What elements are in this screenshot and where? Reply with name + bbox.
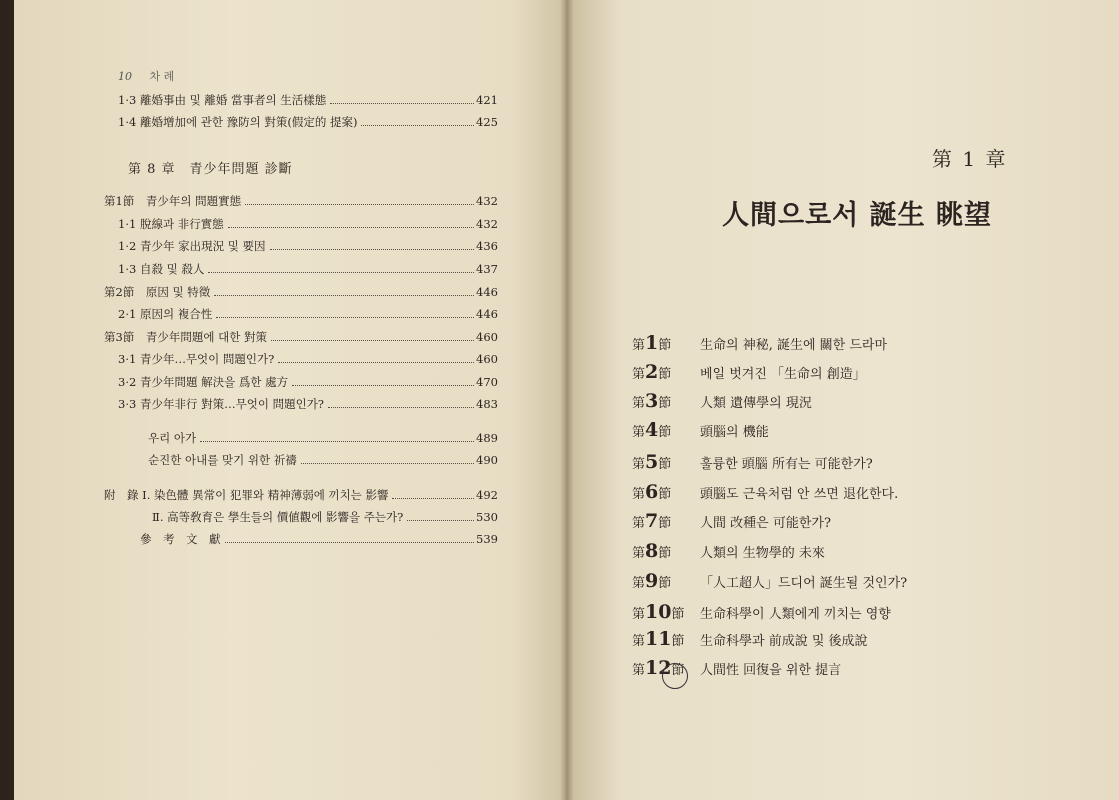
section-entry: 第3節 人類 遺傳學의 現況 (632, 390, 812, 412)
section-entry: 第5節 훌륭한 頭腦 所有는 可能한가? (632, 451, 873, 473)
section-entry: 第8節 人類의 生物學的 未來 (632, 540, 825, 562)
section-entry: 第4節 頭腦의 機能 (632, 419, 769, 441)
running-head (118, 68, 174, 84)
toc-entry: 1·3 離婚事由 및 離婚 當事者의 生活樣態 421 (118, 93, 498, 107)
toc-entry: 第2節 原因 및 特徵 446 (104, 285, 498, 299)
toc-entry: 附 錄 Ⅰ. 染色體 異常이 犯罪와 精神薄弱에 끼치는 影響 492 (104, 488, 498, 502)
toc-entry: 우리 아가 489 (148, 431, 498, 445)
toc-entry: 參 考 文 獻 539 (140, 532, 498, 546)
running-head-title: 차 례 (149, 70, 175, 83)
chapter-heading: 第 8 章 青少年問題 診斷 (128, 162, 293, 177)
section-entry: 第2節 베일 벗겨진 「生命의 創造」 (632, 361, 866, 383)
toc-entry: 第1節 青少年의 問題實態 432 (104, 194, 498, 208)
section-entry: 第1節 生命의 神秘, 誕生에 關한 드라마 (632, 332, 888, 354)
toc-entry: 1·3 自殺 및 殺人 437 (118, 262, 498, 276)
page-number: 10 (118, 70, 132, 83)
toc-entry: 순진한 아내를 맞기 위한 祈禱 490 (148, 453, 498, 467)
chapter-number: 第 1 章 (932, 147, 1008, 171)
toc-entry: 3·3 青少年非行 對策…무엇이 問題인가? 483 (118, 397, 498, 411)
section-entry: 第7節 人間 改種은 可能한가? (632, 510, 831, 532)
toc-entry: 1·1 脫線과 非行實態 432 (118, 217, 498, 231)
section-entry: 第11節 生命科學과 前成說 및 後成說 (632, 628, 868, 650)
toc-entry: 第3節 青少年問題에 대한 對策 460 (104, 330, 498, 344)
section-entry: 第12節 人間性 回復을 위한 提言 (632, 657, 842, 679)
book-spine (560, 0, 574, 800)
pencil-circle-mark (662, 663, 688, 689)
toc-entry: 2·1 原因의 複合性 446 (118, 307, 498, 321)
toc-entry: 3·1 青少年…무엇이 問題인가? 460 (118, 352, 498, 366)
chapter-title: 人間으로서 誕生 眺望 (722, 200, 993, 231)
toc-entry: 3·2 青少年問題 解決을 爲한 處方 470 (118, 375, 498, 389)
book-edge (0, 0, 14, 800)
toc-entry: 1·4 離婚增加에 관한 豫防의 對策(假定的 提案) 425 (118, 115, 498, 129)
toc-entry: Ⅱ. 高等敎育은 學生들의 價値觀에 影響을 주는가? 530 (152, 510, 498, 524)
section-entry: 第9節 「人工超人」드디어 誕生될 것인가? (632, 570, 908, 592)
section-entry: 第6節 頭腦도 근육처럼 안 쓰면 退化한다. (632, 481, 899, 503)
toc-entry: 1·2 青少年 家出現況 및 要因 436 (118, 239, 498, 253)
section-entry: 第10節 生命科學이 人類에게 끼치는 영향 (632, 601, 891, 623)
